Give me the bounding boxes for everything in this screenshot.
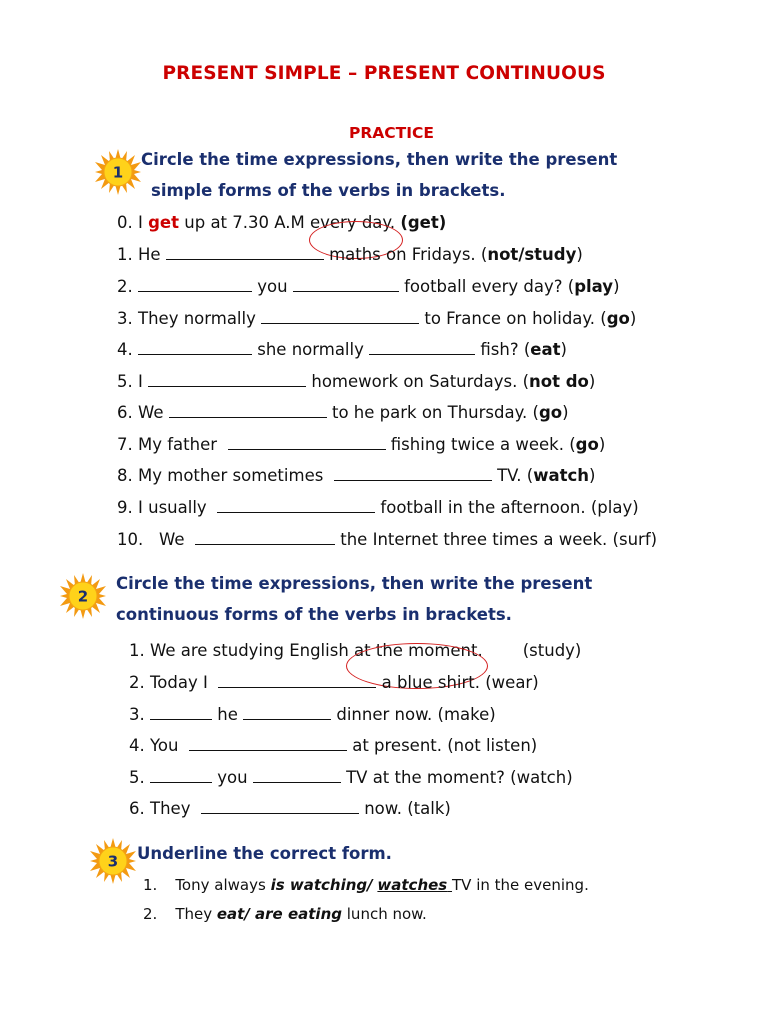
ex1-item-6: 6. We to he park on Thursday. (go) bbox=[117, 403, 569, 422]
badge-number: 3 bbox=[107, 852, 119, 871]
ex3-instruction: Underline the correct form. bbox=[137, 844, 392, 863]
answer-blank[interactable] bbox=[148, 372, 306, 387]
ex2-item-3: 3. he dinner now. (make) bbox=[129, 705, 496, 724]
ex1-item-1: 1. He maths on Fridays. (not/study) bbox=[117, 245, 583, 264]
answer-blank[interactable] bbox=[261, 309, 419, 324]
badge-number: 2 bbox=[77, 587, 89, 606]
answer-blank[interactable] bbox=[150, 705, 212, 720]
ex1-item-3: 3. They normally to France on holiday. (go) bbox=[117, 309, 637, 328]
answer-blank[interactable] bbox=[218, 673, 376, 688]
ex1-item-7: 7. My father fishing twice a week. (go) bbox=[117, 435, 606, 454]
answer-blank[interactable] bbox=[253, 768, 341, 783]
answer-blank[interactable] bbox=[169, 403, 327, 418]
answer-blank[interactable] bbox=[217, 498, 375, 513]
sun-badge-icon bbox=[94, 148, 142, 196]
sun-badge-icon bbox=[59, 572, 107, 620]
answer-blank[interactable] bbox=[195, 530, 335, 545]
ex1-instruction-line1: Circle the time expressions, then write the present bbox=[141, 150, 618, 169]
ex3-item-2: 2. They eat/ are eating lunch now. bbox=[143, 905, 427, 923]
ex1-example: 0. I get up at 7.30 A.M every day. (get) bbox=[117, 213, 447, 232]
ex2-instruction-line2: continuous forms of the verbs in brackets. bbox=[116, 605, 512, 624]
answer-blank[interactable] bbox=[201, 799, 359, 814]
ex1-item-9: 9. I usually football in the afternoon. (play) bbox=[117, 498, 639, 517]
ex2-item-6: 6. They now. (talk) bbox=[129, 799, 451, 818]
badge-number: 1 bbox=[112, 163, 124, 182]
sun-badge-icon bbox=[89, 837, 137, 885]
page-title: PRESENT SIMPLE – PRESENT CONTINUOUS bbox=[162, 63, 606, 84]
answer-blank[interactable] bbox=[334, 466, 492, 481]
ex1-item-4: 4. she normally fish? (eat) bbox=[117, 340, 567, 359]
sun-icon bbox=[89, 837, 137, 885]
answer-blank[interactable] bbox=[243, 705, 331, 720]
answer-blank[interactable] bbox=[150, 768, 212, 783]
answer-blank[interactable] bbox=[228, 435, 386, 450]
ex2-item-5: 5. you TV at the moment? (watch) bbox=[129, 768, 573, 787]
ex1-item-5: 5. I homework on Saturdays. (not do) bbox=[117, 372, 596, 391]
sun-icon bbox=[94, 148, 142, 196]
ex2-item-1: 1. We are studying English at the moment. (study) bbox=[129, 641, 582, 660]
answer-blank[interactable] bbox=[369, 340, 475, 355]
answer-blank[interactable] bbox=[189, 736, 347, 751]
ex3-item-1: 1. Tony always is watching/ watches TV in the evening. bbox=[143, 876, 589, 894]
ex2-instruction-line1: Circle the time expressions, then write the present bbox=[116, 574, 593, 593]
page-subtitle: PRACTICE bbox=[349, 124, 434, 142]
ex1-item-2: 2. you football every day? (play) bbox=[117, 277, 620, 296]
sun-icon bbox=[59, 572, 107, 620]
ex2-item-2: 2. Today I a blue shirt. (wear) bbox=[129, 673, 539, 692]
ex1-item-8: 8. My mother sometimes TV. (watch) bbox=[117, 466, 596, 485]
ex1-item-10: 10. We the Internet three times a week. (surf) bbox=[117, 530, 658, 549]
answer-blank[interactable] bbox=[138, 340, 252, 355]
answer-blank[interactable] bbox=[166, 245, 324, 260]
ex1-instruction-line2: simple forms of the verbs in brackets. bbox=[151, 181, 506, 200]
ex2-item-4: 4. You at present. (not listen) bbox=[129, 736, 538, 755]
answer-blank[interactable] bbox=[138, 277, 252, 292]
answer-blank[interactable] bbox=[293, 277, 399, 292]
